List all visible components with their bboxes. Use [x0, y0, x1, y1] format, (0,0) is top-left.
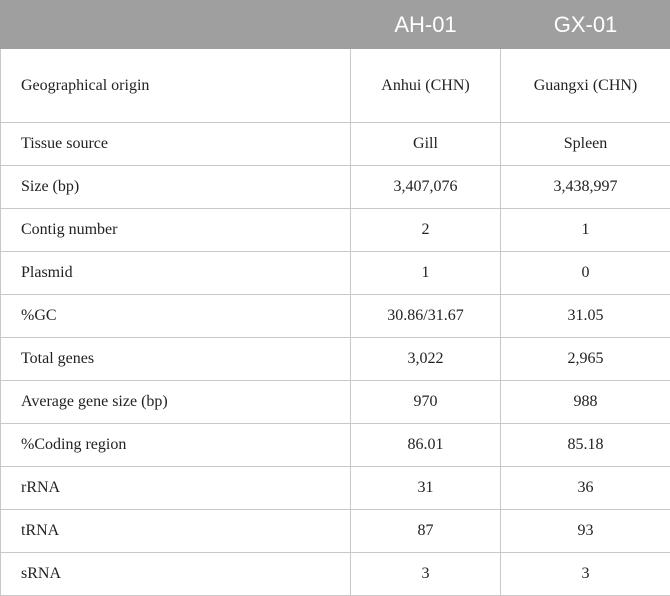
gx01-value: 85.18: [501, 424, 670, 467]
ah01-value: 87: [351, 510, 501, 553]
table-row: [1, 166, 670, 209]
gx01-value: 988: [501, 381, 670, 424]
gx01-value: 31.05: [501, 295, 670, 338]
row-label: Size (bp): [1, 166, 351, 209]
gx01-value: 1: [501, 209, 670, 252]
row-label: sRNA: [1, 553, 351, 596]
table-row: [1, 295, 670, 338]
gx01-value: 2,965: [501, 338, 670, 381]
row-label: Contig number: [1, 209, 351, 252]
header-ah01: AH-01: [351, 1, 501, 49]
gx01-value: 36: [501, 467, 670, 510]
gx01-value: 3: [501, 553, 670, 596]
row-label: Total genes: [1, 338, 351, 381]
table-row: [1, 123, 670, 166]
header-gx01: GX-01: [501, 1, 670, 49]
header-empty-cell: [1, 1, 351, 49]
table-row: [1, 553, 670, 596]
gx01-value: Guangxi (CHN): [501, 49, 670, 123]
ah01-value: 3: [351, 553, 501, 596]
ah01-value: 1: [351, 252, 501, 295]
row-label: Tissue source: [1, 123, 351, 166]
table-row: [1, 467, 670, 510]
table-row: [1, 381, 670, 424]
ah01-value: 2: [351, 209, 501, 252]
table-row: [1, 424, 670, 467]
row-label: Geographical origin: [1, 49, 351, 123]
gx01-value: 3,438,997: [501, 166, 670, 209]
gx01-value: Spleen: [501, 123, 670, 166]
row-label: %Coding region: [1, 424, 351, 467]
row-label: Plasmid: [1, 252, 351, 295]
table-row: [1, 209, 670, 252]
row-label: rRNA: [1, 467, 351, 510]
ah01-value: 3,022: [351, 338, 501, 381]
row-label: %GC: [1, 295, 351, 338]
table-row: [1, 338, 670, 381]
gx01-value: 93: [501, 510, 670, 553]
row-label: Average gene size (bp): [1, 381, 351, 424]
header-row: [1, 1, 670, 49]
ah01-value: 30.86/31.67: [351, 295, 501, 338]
ah01-value: 86.01: [351, 424, 501, 467]
ah01-value: 31: [351, 467, 501, 510]
ah01-value: Gill: [351, 123, 501, 166]
ah01-value: 970: [351, 381, 501, 424]
row-label: tRNA: [1, 510, 351, 553]
gx01-value: 0: [501, 252, 670, 295]
table-row: [1, 49, 670, 123]
ah01-value: Anhui (CHN): [351, 49, 501, 123]
ah01-value: 3,407,076: [351, 166, 501, 209]
table-row: [1, 252, 670, 295]
table-row: [1, 510, 670, 553]
